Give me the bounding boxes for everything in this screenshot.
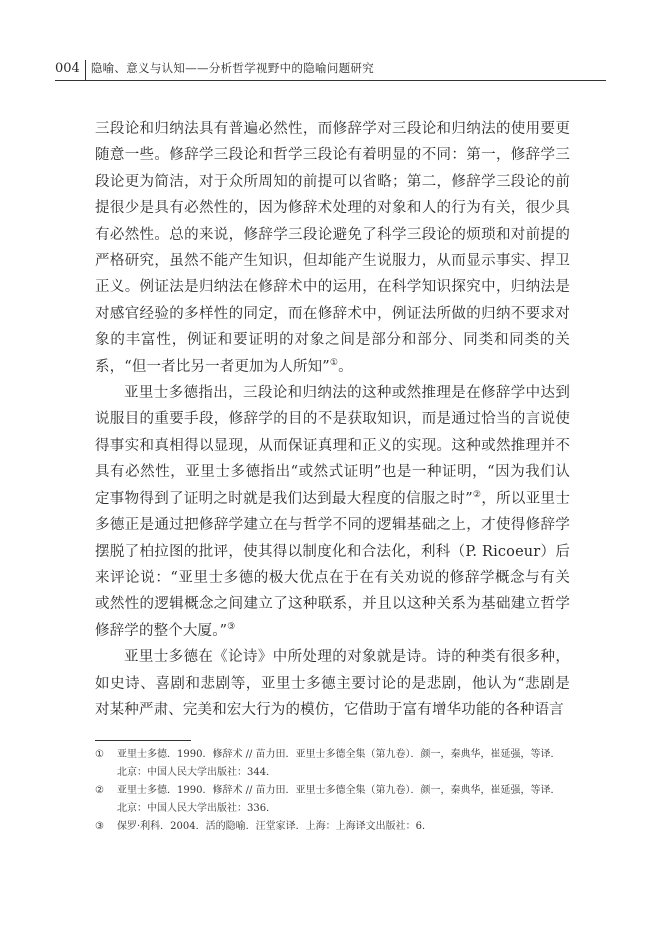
running-title: 隐喻、意义与认知——分析哲学视野中的隐喻问题研究 [90,61,375,75]
paragraph-3 [95,644,570,723]
footnote-item [95,818,570,836]
paragraph-2 [95,380,570,644]
footnote-marker: ③ [95,821,104,832]
paragraph-1 [95,116,570,380]
page-number: 004 [55,60,86,80]
main-text [95,116,570,723]
footnote-marker: ① [95,749,104,760]
footnote-text: 保罗·利科．2004．活的隐喻．汪堂家译．上海：上海译文出版社：6． [117,821,432,832]
footnote-marker: ② [95,785,104,796]
footnote-ref-1[interactable]: ① [329,357,339,368]
footnote-text: 亚里士多德．1990．修辞术 // 苗力田．亚里士多德全集（第九卷）．颜一，秦典华，崔延强，等译．北京：中国人民大学出版社：344． [117,749,561,778]
paragraph-1-text: 三段论和归纳法具有普遍必然性，而修辞学对三段论和归纳法的使用要更随意一些。修辞学三段论和哲学三段论有着明显的不同：第一，修辞学三段论更为简洁，对于众所周知的前提可以省略；第二，修辞学三段论的前提很少是具有必然性的，因为修辞术处理的对象和人的行为有关，很少具有必然性。总的来说，修辞学三段论避免了科学三段论的烦琐和对前提的严格研究，虽然不能产生知识，但却能产生说服力，从而显示事实、捍卫正义。例证法是归纳法在修辞术中的运用，在科学知识探究中，归纳法是对感官经验的多样性的同定，而在修辞术中，例证法所做的归纳不要求对象的丰富性，例证和要证明的对象之间是部分和部分、同类和同类的关系，“但一者比另一者更加为人所知” [95,121,570,375]
footnote-ref-2[interactable]: ② [472,489,482,500]
footnote-item [95,782,570,818]
footnote-item [95,746,570,782]
footnote-ref-3[interactable]: ③ [227,621,236,632]
paragraph-2-text-b: ，所以亚里士多德正是通过把修辞学建立在与哲学不同的逻辑基础之上，才使得修辞学摆脱了柏拉图的批评，使其得以制度化和合法化，利科（P. Ricoeur）后来评论说：“亚里士多德的极大优点在于在有关劝说的修辞学概念与有关或然性的逻辑概念之间建立了这种联系，并且以这种关系为基础建立哲学修辞学的整个大厦。” [95,490,571,639]
paragraph-1-end: 。 [338,358,353,375]
page-header [55,58,606,81]
footnote-divider [95,740,191,741]
paragraph-3-text: 亚里士多德在《论诗》中所处理的对象就是诗。诗的种类有很多种，如史诗、喜剧和悲剧等，亚里士多德主要讨论的是悲剧，他认为“悲剧是对某种严肃、完美和宏大行为的模仿，它借助于富有增华功能的各种语言 [95,649,570,718]
footnotes [95,746,570,836]
footnote-text: 亚里士多德．1990．修辞术 // 苗力田．亚里士多德全集（第九卷）．颜一，秦典华，崔延强，等译．北京：中国人民大学出版社：336． [117,785,561,814]
paragraph-2-text-a: 亚里士多德指出，三段论和归纳法的这种或然推理是在修辞学中达到说服目的重要手段，修辞学的目的不是获取知识，而是通过恰当的言说使得事实和真相得以显现，从而保证真理和正义的实现。这种或然推理并不具有必然性，亚里士多德指出“或然式证明”也是一种证明，“因为我们认定事物得到了证明之时就是我们达到最大程度的信服之时” [95,385,570,507]
